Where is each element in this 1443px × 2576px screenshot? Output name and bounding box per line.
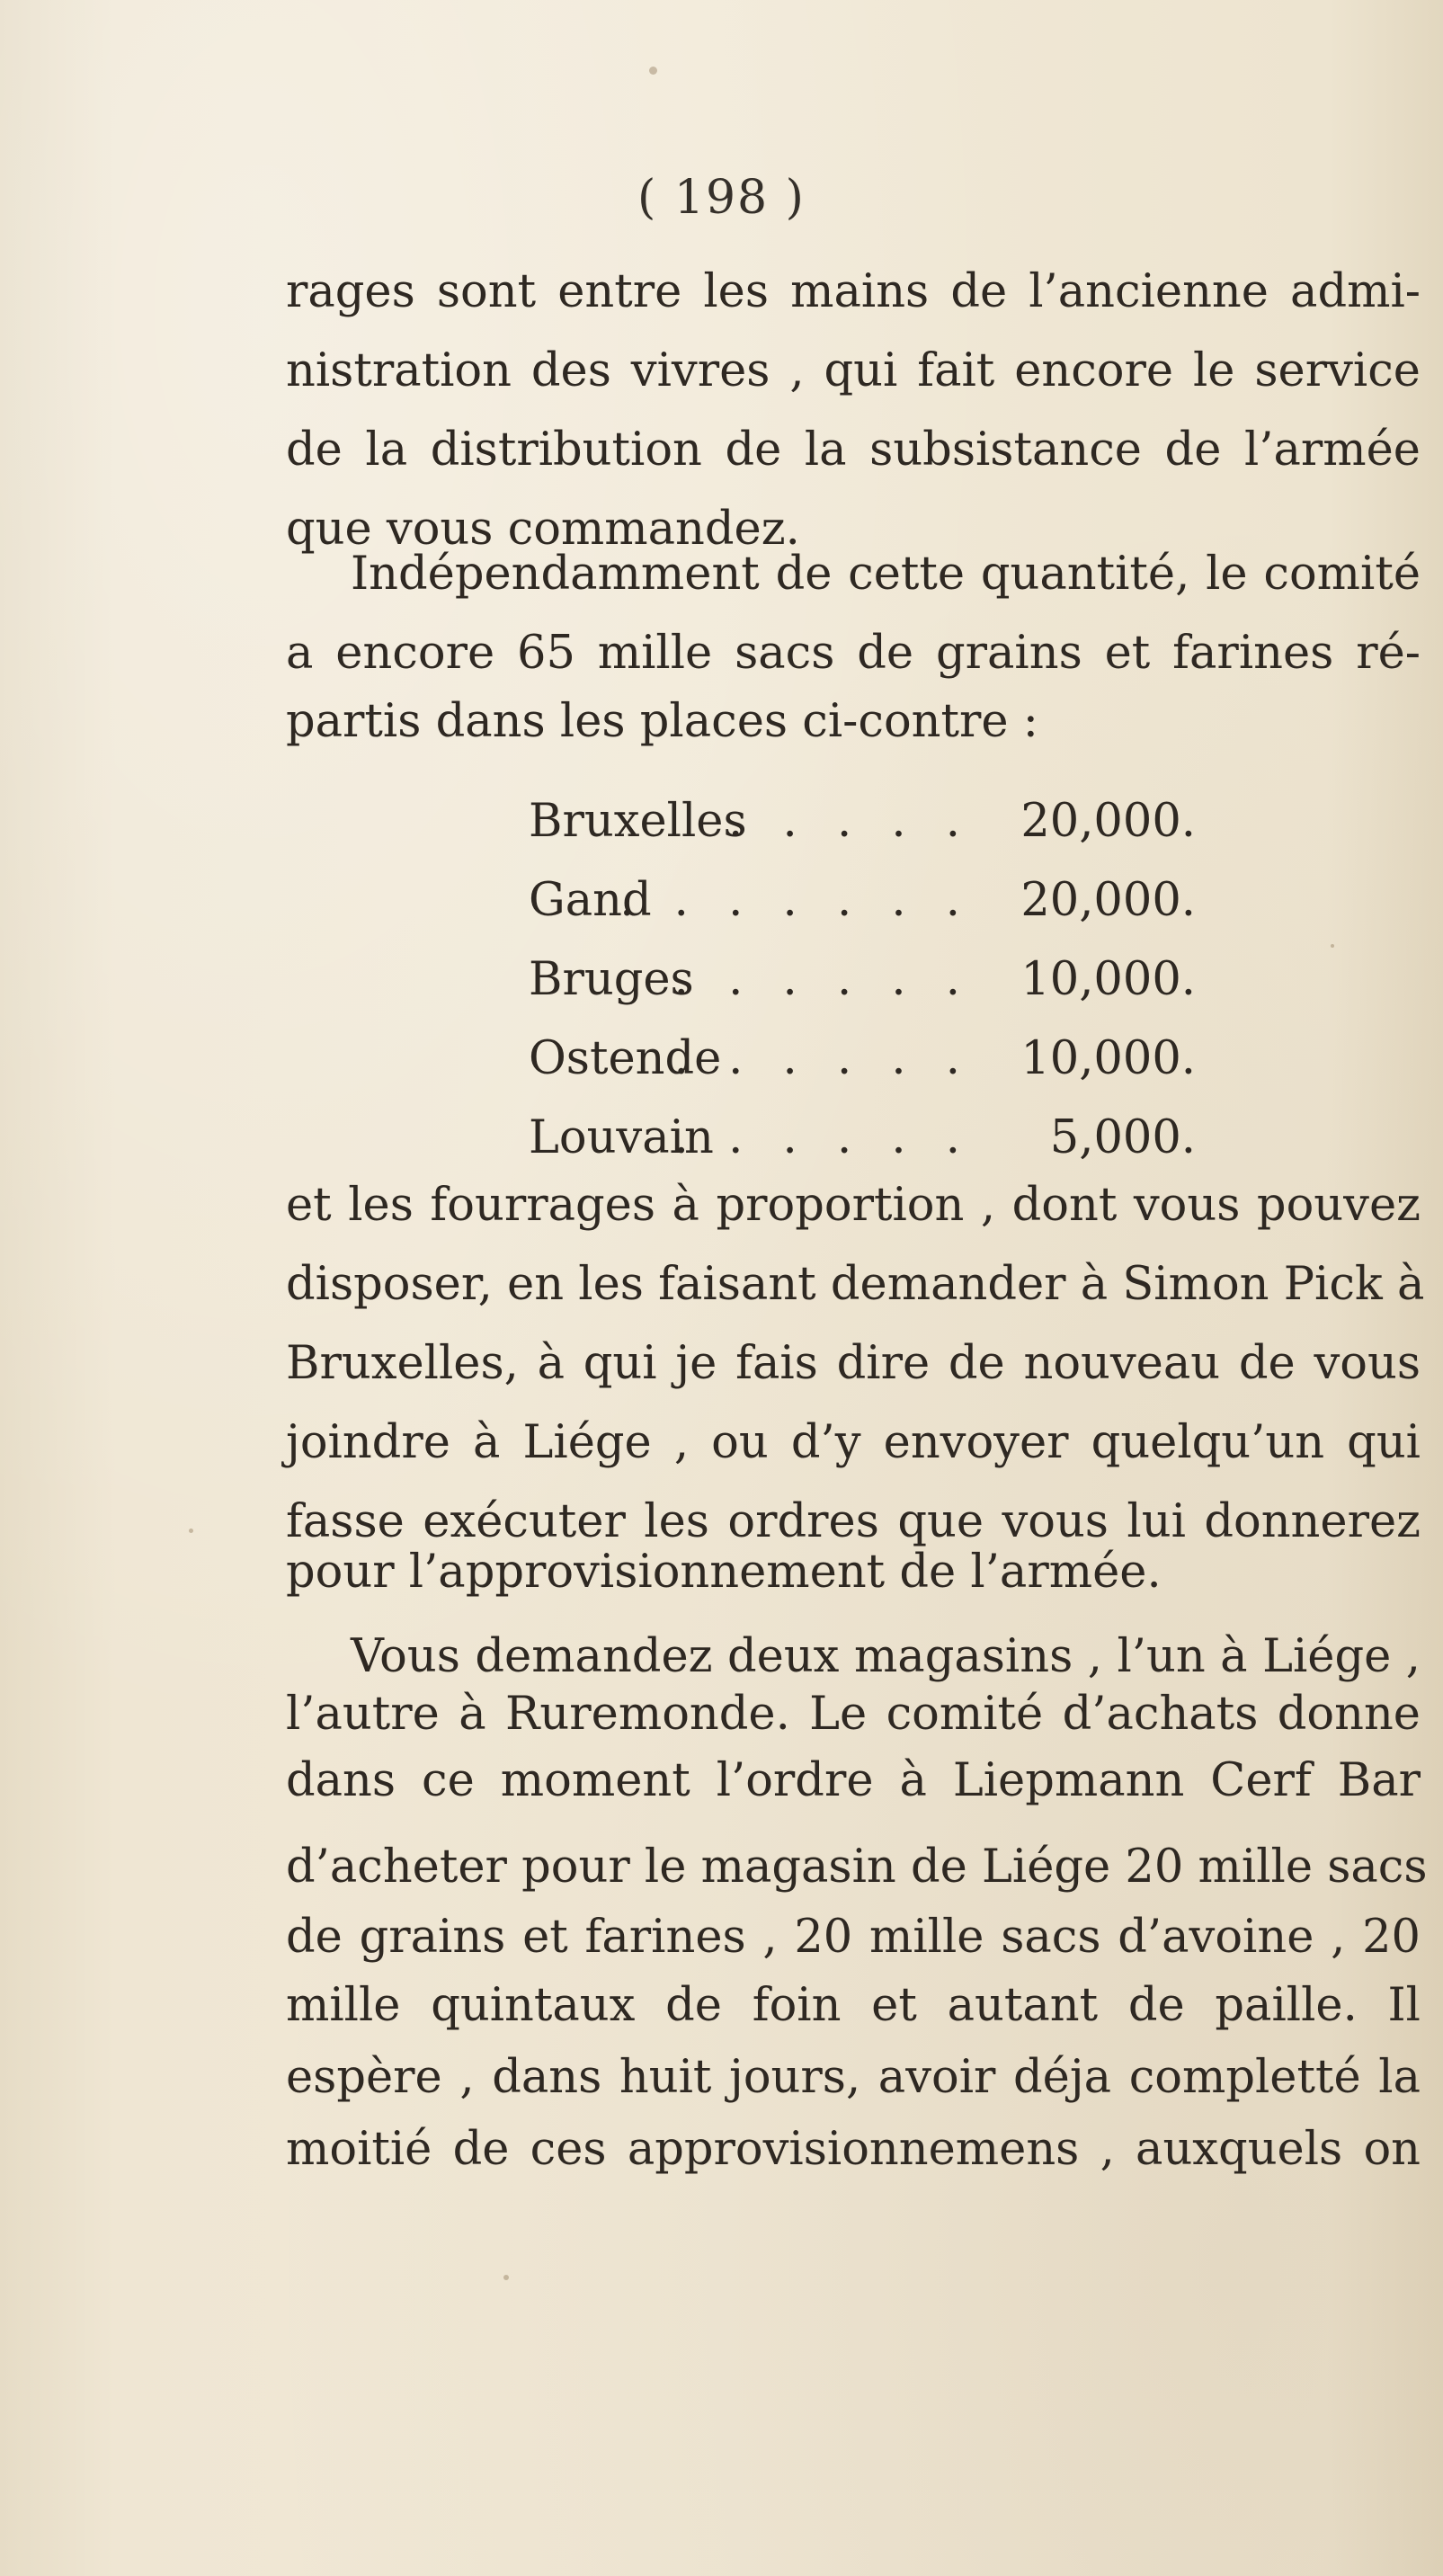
place-amount: 20,000. bbox=[1020, 874, 1196, 927]
place-amount: 10,000. bbox=[1020, 1032, 1196, 1085]
text-line: moitié de ces approvisionnemens , auxquels on bbox=[286, 2123, 1421, 2176]
text-line: de la distribution de la subsistance de l’armée bbox=[286, 423, 1421, 477]
text-line: de grains et farines , 20 mille sacs d’avoine , 20 bbox=[286, 1911, 1421, 1964]
text-line: et les fourrages à proportion , dont vous pouvez bbox=[286, 1179, 1421, 1232]
text-line: que vous commandez. bbox=[286, 503, 800, 556]
leader-dots: . . . . . bbox=[728, 795, 973, 848]
place-name: Louvain bbox=[529, 1111, 714, 1164]
place-name: Ostende bbox=[529, 1032, 722, 1085]
place-name: Bruxelles bbox=[529, 795, 747, 848]
paper-speck bbox=[649, 67, 657, 75]
text-line: mille quintaux de foin et autant de paille. Il bbox=[286, 1979, 1421, 2032]
text-line: rages sont entre les mains de l’ancienne admi- bbox=[286, 265, 1421, 318]
text-line: l’autre à Ruremonde. Le comité d’achats donne bbox=[286, 1688, 1421, 1741]
leader-dots: . . . . . . bbox=[673, 1032, 973, 1085]
text-line: disposer, en les faisant demander à Simon Pick à bbox=[286, 1258, 1425, 1311]
place-name: Bruges bbox=[529, 953, 694, 1006]
paper-speck bbox=[1331, 944, 1334, 948]
page-number: ( 198 ) bbox=[637, 171, 806, 225]
place-amount: 5,000. bbox=[1049, 1111, 1196, 1164]
leader-dots: . . . . . . bbox=[673, 1111, 973, 1164]
text-line: espère , dans huit jours, avoir déja completté la bbox=[286, 2051, 1421, 2104]
paper-speck bbox=[189, 1529, 193, 1533]
place-amount: 20,000. bbox=[1020, 795, 1196, 848]
text-line: partis dans les places ci-contre : bbox=[286, 695, 1038, 748]
place-name: Gand bbox=[529, 874, 652, 927]
text-line: nistration des vivres , qui fait encore le service bbox=[286, 344, 1421, 397]
table-row bbox=[529, 782, 1196, 861]
places-table bbox=[529, 782, 1196, 1178]
text-line: fasse exécuter les ordres que vous lui donnerez bbox=[286, 1495, 1421, 1548]
text-line: Indépendamment de cette quantité, le comité bbox=[351, 548, 1421, 601]
text-line: Vous demandez deux magasins , l’un à Liége , bbox=[351, 1630, 1421, 1683]
place-amount: 10,000. bbox=[1020, 953, 1196, 1006]
leader-dots: . . . . . . bbox=[673, 953, 973, 1006]
text-line: dans ce moment l’ordre à Liepmann Cerf Bar bbox=[286, 1754, 1421, 1807]
table-row bbox=[529, 1020, 1196, 1099]
leader-dots: . . . . . . . bbox=[619, 874, 973, 927]
text-line: Bruxelles, à qui je fais dire de nouveau de vous bbox=[286, 1337, 1421, 1390]
paper-speck bbox=[503, 2275, 509, 2280]
text-line: joindre à Liége , ou d’y envoyer quelqu’un qui bbox=[286, 1416, 1421, 1469]
table-row bbox=[529, 940, 1196, 1020]
text-line: pour l’approvisionnement de l’armée. bbox=[286, 1546, 1162, 1599]
table-row bbox=[529, 861, 1196, 940]
text-line: a encore 65 mille sacs de grains et farines ré- bbox=[286, 627, 1421, 680]
table-row bbox=[529, 1099, 1196, 1178]
text-line: d’acheter pour le magasin de Liége 20 mille sacs bbox=[286, 1841, 1428, 1894]
